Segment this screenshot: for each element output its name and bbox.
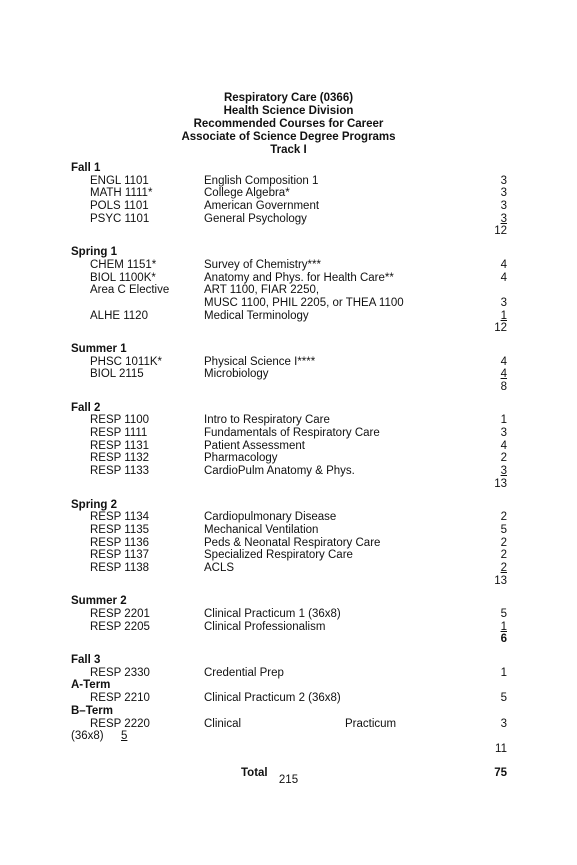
course-code: ENGL 1101 [90, 174, 149, 187]
course-code: RESP 1111 [90, 427, 148, 440]
term-subtotal: 12 [494, 322, 507, 335]
term-heading [71, 246, 507, 259]
course-row [71, 524, 507, 537]
total-label: Total [241, 766, 268, 779]
course-code: CHEM 1151* [90, 258, 157, 271]
course-credits: 2 [500, 452, 507, 465]
document-header [0, 92, 577, 157]
course-row [71, 511, 507, 524]
subtotal-row [71, 478, 507, 491]
course-title: Anatomy and Phys. for Health Care** [204, 271, 394, 284]
course-title: Cardiopulmonary Disease [204, 511, 337, 524]
course-title: American Government [204, 200, 320, 213]
course-row [71, 427, 507, 440]
term-heading [71, 162, 507, 175]
course-code: RESP 2205 [90, 620, 150, 633]
course-code: BIOL 1100K* [90, 271, 156, 284]
course-row [71, 452, 507, 465]
course-code: RESP 1137 [90, 549, 150, 562]
course-title: English Composition 1 [204, 174, 319, 187]
term-subtotal: 11 [495, 742, 507, 755]
course-code: RESP 1100 [90, 414, 150, 427]
course-row [71, 562, 507, 575]
course-code: RESP 1132 [90, 452, 150, 465]
course-title: Peds & Neonatal Respiratory Care [204, 536, 381, 549]
course-row [71, 608, 507, 621]
course-row [71, 549, 507, 562]
course-credits: 4 [500, 439, 507, 452]
course-code: BIOL 2115 [90, 368, 144, 381]
course-title: Credential Prep [204, 666, 284, 679]
course-row [71, 356, 507, 369]
term-heading [71, 402, 507, 415]
recommendation-title: Recommended Courses for Career [193, 118, 384, 130]
term-heading [71, 499, 507, 512]
course-title: ACLS [204, 561, 235, 574]
subtotal-row [71, 633, 507, 646]
term-label: Fall 1 [71, 162, 101, 174]
course-code: POLS 1101 [90, 200, 149, 213]
course-row [71, 310, 507, 323]
course-title: Pharmacology [204, 452, 278, 465]
course-credits: 2 [500, 511, 507, 524]
course-credits: 1 [500, 620, 507, 633]
course-row [71, 187, 507, 200]
course-credits: 4 [500, 271, 507, 284]
term-label: Summer 2 [71, 595, 127, 608]
course-credits: 1 [500, 666, 507, 679]
course-code: RESP 2210 [90, 692, 150, 705]
course-title: Clinical Practicum 2 (36x8) [204, 692, 341, 705]
subtotal-row [71, 381, 507, 394]
continuation-credits: 5 [121, 730, 128, 743]
subtotal-row [71, 575, 507, 588]
course-code: RESP 2330 [90, 666, 150, 679]
course-row [71, 440, 507, 453]
course-code: ALHE 1120 [90, 309, 148, 322]
course-code: PHSC 1011K* [90, 355, 163, 368]
course-credits: 3 [500, 296, 507, 309]
course-row [71, 297, 507, 310]
course-row [71, 284, 507, 297]
course-row [71, 414, 507, 427]
term-heading [71, 343, 507, 356]
continuation-text: (36x8) [71, 730, 104, 743]
course-title-part1: Clinical [204, 717, 242, 730]
course-credits: 3 [500, 427, 507, 440]
division-name: Health Science Division [223, 105, 354, 117]
course-code: RESP 2220 [90, 717, 150, 730]
term-subtotal: 13 [494, 477, 507, 490]
course-code: MATH 1111* [90, 187, 153, 200]
course-title: Fundamentals of Respiratory Care [204, 427, 380, 440]
term-subtotal: 8 [500, 381, 507, 393]
subtotal-row [71, 225, 507, 238]
term-label: A-Term [71, 679, 111, 692]
course-title: Patient Assessment [204, 439, 305, 452]
course-title: Physical Science I**** [204, 355, 316, 368]
term-subtotal: 13 [494, 574, 507, 587]
term-heading [71, 679, 507, 692]
course-credits: 2 [500, 536, 507, 549]
course-code: RESP 1138 [90, 561, 150, 574]
term-subtotal: 12 [494, 225, 507, 238]
course-row [71, 368, 507, 381]
course-row [71, 175, 507, 188]
course-credits: 3 [500, 465, 507, 478]
course-title: General Psychology [204, 212, 307, 225]
course-schedule [71, 162, 507, 780]
course-title: Survey of Chemistry*** [204, 258, 321, 271]
track-label: Track I [270, 144, 307, 156]
course-row [71, 200, 507, 213]
course-credits: 3 [500, 200, 507, 213]
course-title-part2: Practicum [345, 717, 397, 730]
course-credits: 4 [500, 368, 507, 381]
term-subtotal: 6 [500, 633, 507, 646]
total-value: 75 [494, 766, 507, 779]
course-credits: 2 [500, 561, 507, 574]
term-label: Fall 2 [71, 401, 101, 414]
course-row [71, 718, 507, 731]
term-heading [71, 654, 507, 667]
course-code: Area C Elective [90, 284, 170, 297]
course-credits: 5 [500, 523, 507, 536]
course-code: RESP 1131 [90, 439, 150, 452]
course-credits: 4 [500, 355, 507, 368]
course-code: PSYC 1101 [90, 212, 150, 225]
term-heading [71, 595, 507, 608]
course-credits: 5 [500, 608, 507, 620]
course-title: CardioPulm Anatomy & Phys. [204, 465, 355, 478]
degree-program: Associate of Science Degree Programs [181, 131, 396, 143]
course-title: Microbiology [204, 368, 269, 381]
course-code: RESP 1135 [90, 523, 150, 536]
continuation-row [71, 730, 507, 743]
course-credits: 1 [500, 414, 507, 427]
course-title: Intro to Respiratory Care [204, 414, 330, 427]
course-title: ART 1100, FIAR 2250, [204, 284, 320, 297]
term-label: Summer 1 [71, 342, 127, 355]
course-code: RESP 1136 [90, 536, 150, 549]
course-title: MUSC 1100, PHIL 2205, or THEA 1100 [204, 296, 404, 309]
course-credits: 4 [500, 258, 507, 271]
term-label: Fall 3 [71, 654, 101, 667]
course-credits: 1 [500, 309, 507, 322]
course-title: Clinical Professionalism [204, 620, 326, 633]
term-label: Spring 1 [71, 246, 118, 259]
course-title: Clinical Practicum 1 (36x8) [204, 608, 341, 620]
course-credits: 5 [500, 692, 507, 705]
subtotal-row [71, 322, 507, 335]
course-credits: 3 [500, 174, 507, 187]
course-row [71, 465, 507, 478]
term-heading [71, 705, 507, 718]
subtotal-row [71, 743, 507, 756]
course-credits: 3 [500, 212, 507, 225]
course-code: RESP 1134 [90, 511, 150, 524]
program-title: Respiratory Care (0366) [223, 92, 354, 104]
course-code: RESP 2201 [90, 608, 150, 620]
page-number: 215 [278, 774, 299, 786]
course-row [71, 213, 507, 226]
course-credits: 3 [500, 187, 507, 200]
course-row [71, 272, 507, 285]
course-credits: 2 [500, 549, 507, 562]
course-row [71, 259, 507, 272]
course-row [71, 537, 507, 550]
course-row [71, 667, 507, 680]
term-label: Spring 2 [71, 498, 118, 511]
course-title: Mechanical Ventilation [204, 523, 319, 536]
term-label: B–Term [71, 704, 113, 717]
course-title: College Algebra* [204, 187, 290, 200]
course-row [71, 621, 507, 634]
course-title: Specialized Respiratory Care [204, 549, 353, 562]
course-code: RESP 1133 [90, 465, 150, 478]
course-credits: 3 [500, 717, 507, 730]
course-title: Medical Terminology [204, 309, 309, 322]
course-row [71, 692, 507, 705]
